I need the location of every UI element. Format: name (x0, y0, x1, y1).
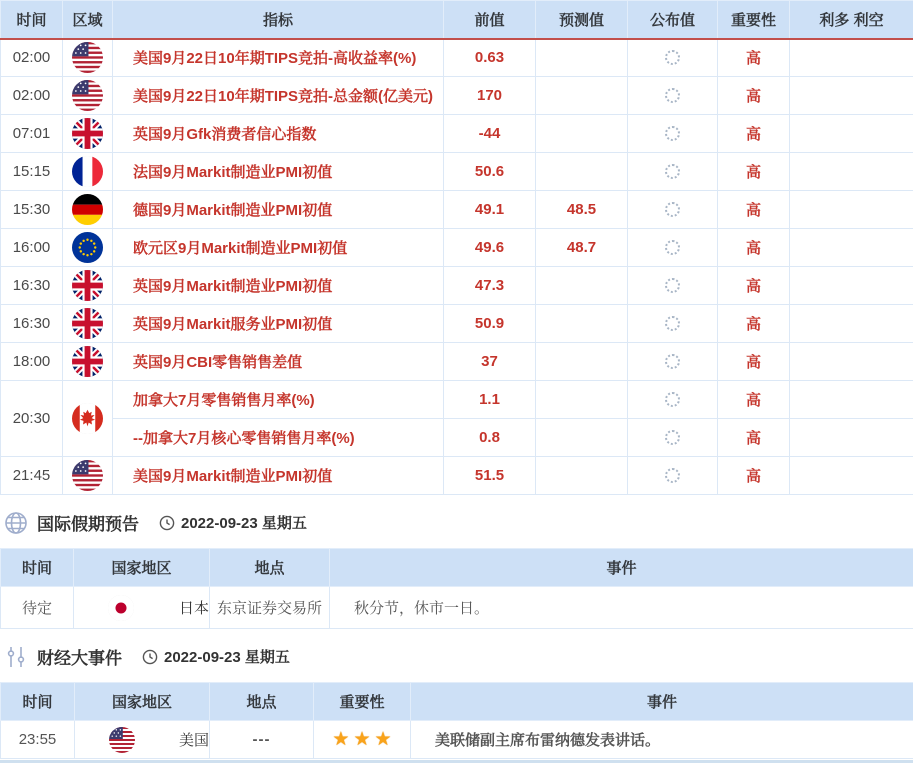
calendar-row (1, 457, 913, 495)
region-cell (63, 343, 113, 381)
calendar-row (1, 381, 913, 419)
indicator-cell[interactable]: 英国9月Gfk消费者信心指数 (113, 115, 444, 153)
sliders-icon (4, 645, 28, 669)
indicator-cell[interactable]: 英国9月Markit服务业PMI初值 (113, 305, 444, 343)
bullish-bearish-cell (790, 457, 913, 495)
france-flag-icon (72, 156, 103, 187)
importance-cell: 高 (718, 419, 790, 457)
bullish-bearish-cell (790, 229, 913, 267)
region-cell (63, 267, 113, 305)
holiday-section-date: 2022-09-23 星期五 (159, 512, 307, 533)
time-cell: 待定 (1, 587, 74, 629)
published-value-cell (628, 343, 718, 381)
time-cell: 02:00 (1, 39, 63, 77)
published-value-cell (628, 115, 718, 153)
importance-cell: 高 (718, 77, 790, 115)
forecast-value-cell (536, 153, 628, 191)
country-wrap (75, 721, 209, 758)
germany-flag-icon (72, 194, 103, 225)
col-header-event: 事件 (330, 549, 913, 587)
published-value-cell (628, 305, 718, 343)
bullish-bearish-cell (790, 191, 913, 229)
country-label: 美国 (178, 732, 209, 749)
loading-spinner-icon (665, 278, 680, 293)
previous-value-cell: 49.1 (444, 191, 536, 229)
bullish-bearish-cell (790, 267, 913, 305)
holiday-header-row (1, 549, 913, 587)
forecast-value-cell: 48.5 (536, 191, 628, 229)
event-cell[interactable]: 美联储副主席布雷纳德发表讲话。 (411, 721, 913, 759)
events-table (0, 682, 913, 759)
region-cell (63, 191, 113, 229)
eu-flag-icon (72, 232, 103, 263)
col-header-country: 国家地区 (74, 549, 210, 587)
importance-cell (314, 721, 411, 759)
region-cell (63, 77, 113, 115)
time-cell: 16:00 (1, 229, 63, 267)
time-cell: 20:30 (1, 381, 63, 457)
previous-value-cell: 49.6 (444, 229, 536, 267)
country-cell (75, 721, 210, 759)
location-cell: --- (210, 721, 314, 759)
time-cell: 15:30 (1, 191, 63, 229)
bullish-bearish-cell (790, 77, 913, 115)
uk-flag-icon (72, 270, 103, 301)
forecast-value-cell (536, 305, 628, 343)
published-value-cell (628, 191, 718, 229)
country-cell (74, 587, 210, 629)
japan-flag-icon (108, 595, 134, 621)
calendar-row (1, 229, 913, 267)
calendar-row (1, 115, 913, 153)
col-header-time: 时间 (1, 1, 63, 39)
region-cell (63, 115, 113, 153)
importance-cell: 高 (718, 343, 790, 381)
col-header-indicator: 指标 (113, 1, 444, 39)
previous-value-cell: 1.1 (444, 381, 536, 419)
published-value-cell (628, 229, 718, 267)
importance-cell: 高 (718, 267, 790, 305)
published-value-cell (628, 267, 718, 305)
time-cell: 16:30 (1, 267, 63, 305)
previous-value-cell: 37 (444, 343, 536, 381)
calendar-row (1, 305, 913, 343)
loading-spinner-icon (665, 468, 680, 483)
bullish-bearish-cell (790, 153, 913, 191)
events-section-title: 财经大事件 (37, 649, 122, 668)
events-section-date: 2022-09-23 星期五 (142, 646, 290, 667)
star-icon: ★ (353, 729, 371, 750)
loading-spinner-icon (665, 50, 680, 65)
col-header-region: 区域 (63, 1, 113, 39)
forecast-value-cell (536, 381, 628, 419)
calendar-row (1, 343, 913, 381)
loading-spinner-icon (665, 430, 680, 445)
col-header-location: 地点 (210, 683, 314, 721)
loading-spinner-icon (665, 164, 680, 179)
calendar-header-row (1, 1, 913, 39)
forecast-value-cell (536, 77, 628, 115)
indicator-cell[interactable]: --加拿大7月核心零售销售月率(%) (113, 419, 444, 457)
bullish-bearish-cell (790, 343, 913, 381)
forecast-value-cell: 48.7 (536, 229, 628, 267)
globe-icon (4, 511, 28, 535)
indicator-cell[interactable]: 英国9月CBI零售销售差值 (113, 343, 444, 381)
importance-cell: 高 (718, 39, 790, 77)
previous-value-cell: 0.63 (444, 39, 536, 77)
uk-flag-icon (72, 118, 103, 149)
calendar-row (1, 191, 913, 229)
holiday-section-header (0, 495, 913, 548)
published-value-cell (628, 381, 718, 419)
time-cell: 16:30 (1, 305, 63, 343)
col-header-forecast: 预测值 (536, 1, 628, 39)
importance-cell: 高 (718, 305, 790, 343)
forecast-value-cell (536, 267, 628, 305)
importance-cell: 高 (718, 191, 790, 229)
previous-value-cell: -44 (444, 115, 536, 153)
previous-value-cell: 170 (444, 77, 536, 115)
loading-spinner-icon (665, 88, 680, 103)
calendar-row (1, 39, 913, 77)
previous-value-cell: 50.9 (444, 305, 536, 343)
event-row (1, 721, 913, 759)
forecast-value-cell (536, 343, 628, 381)
us-flag-icon (72, 42, 103, 73)
indicator-cell[interactable]: 加拿大7月零售销售月率(%) (113, 381, 444, 419)
uk-flag-icon (72, 308, 103, 339)
published-value-cell (628, 419, 718, 457)
events-section-header (0, 629, 913, 682)
canada-flag-icon (72, 403, 103, 434)
bullish-bearish-cell (790, 39, 913, 77)
region-cell (63, 381, 113, 457)
calendar-row (1, 419, 913, 457)
col-header-importance: 重要性 (314, 683, 411, 721)
importance-cell: 高 (718, 153, 790, 191)
col-header-event: 事件 (411, 683, 913, 721)
location-cell: 东京证券交易所 (210, 587, 330, 629)
time-cell: 15:15 (1, 153, 63, 191)
importance-cell: 高 (718, 457, 790, 495)
published-value-cell (628, 457, 718, 495)
region-cell (63, 229, 113, 267)
importance-cell: 高 (718, 381, 790, 419)
us-flag-icon (72, 80, 103, 111)
time-cell: 21:45 (1, 457, 63, 495)
us-flag-icon (72, 460, 103, 491)
col-header-previous: 前值 (444, 1, 536, 39)
calendar-row (1, 267, 913, 305)
calendar-row (1, 153, 913, 191)
published-value-cell (628, 77, 718, 115)
forecast-value-cell (536, 457, 628, 495)
clock-icon (159, 515, 175, 531)
col-header-country: 国家地区 (75, 683, 210, 721)
region-cell (63, 305, 113, 343)
previous-value-cell: 0.8 (444, 419, 536, 457)
region-cell (63, 457, 113, 495)
importance-cell: 高 (718, 229, 790, 267)
loading-spinner-icon (665, 392, 680, 407)
time-cell: 07:01 (1, 115, 63, 153)
published-value-cell (628, 153, 718, 191)
forecast-value-cell (536, 419, 628, 457)
star-icon: ★ (332, 729, 350, 750)
bottom-divider (0, 760, 913, 763)
loading-spinner-icon (665, 354, 680, 369)
col-header-time: 时间 (1, 549, 74, 587)
importance-cell: 高 (718, 115, 790, 153)
region-cell (63, 153, 113, 191)
indicator-cell[interactable]: 德国9月Markit制造业PMI初值 (113, 191, 444, 229)
loading-spinner-icon (665, 202, 680, 217)
loading-spinner-icon (665, 316, 680, 331)
country-label: 日本 (178, 600, 209, 617)
bullish-bearish-cell (790, 115, 913, 153)
previous-value-cell: 51.5 (444, 457, 536, 495)
col-header-location: 地点 (210, 549, 330, 587)
bullish-bearish-cell (790, 419, 913, 457)
loading-spinner-icon (665, 240, 680, 255)
indicator-cell[interactable]: 美国9月22日10年期TIPS竞拍-高收益率(%) (113, 39, 444, 77)
time-cell: 02:00 (1, 77, 63, 115)
time-cell: 23:55 (1, 721, 75, 759)
indicator-cell[interactable]: 美国9月22日10年期TIPS竞拍-总金额(亿美元) (113, 77, 444, 115)
calendar-row (1, 77, 913, 115)
bullish-bearish-cell (790, 381, 913, 419)
country-wrap (74, 587, 209, 628)
indicator-cell[interactable]: 法国9月Markit制造业PMI初值 (113, 153, 444, 191)
time-cell: 18:00 (1, 343, 63, 381)
col-header-importance: 重要性 (718, 1, 790, 39)
holiday-section-title: 国际假期预告 (37, 515, 139, 534)
holiday-table (0, 548, 913, 629)
previous-value-cell: 50.6 (444, 153, 536, 191)
col-header-published: 公布值 (628, 1, 718, 39)
clock-icon (142, 649, 158, 665)
indicator-cell[interactable]: 英国9月Markit制造业PMI初值 (113, 267, 444, 305)
col-header-time: 时间 (1, 683, 75, 721)
star-icon: ★ (374, 729, 392, 750)
events-header-row (1, 683, 913, 721)
forecast-value-cell (536, 115, 628, 153)
region-cell (63, 39, 113, 77)
holiday-row (1, 587, 913, 629)
uk-flag-icon (72, 346, 103, 377)
bullish-bearish-cell (790, 305, 913, 343)
indicator-cell[interactable]: 欧元区9月Markit制造业PMI初值 (113, 229, 444, 267)
forecast-value-cell (536, 39, 628, 77)
previous-value-cell: 47.3 (444, 267, 536, 305)
us-flag-icon (109, 727, 135, 753)
col-header-bullish-bearish: 利多 利空 (790, 1, 913, 39)
loading-spinner-icon (665, 126, 680, 141)
published-value-cell (628, 39, 718, 77)
event-cell: 秋分节，休市一日。 (330, 587, 913, 629)
indicator-cell[interactable]: 美国9月Markit制造业PMI初值 (113, 457, 444, 495)
